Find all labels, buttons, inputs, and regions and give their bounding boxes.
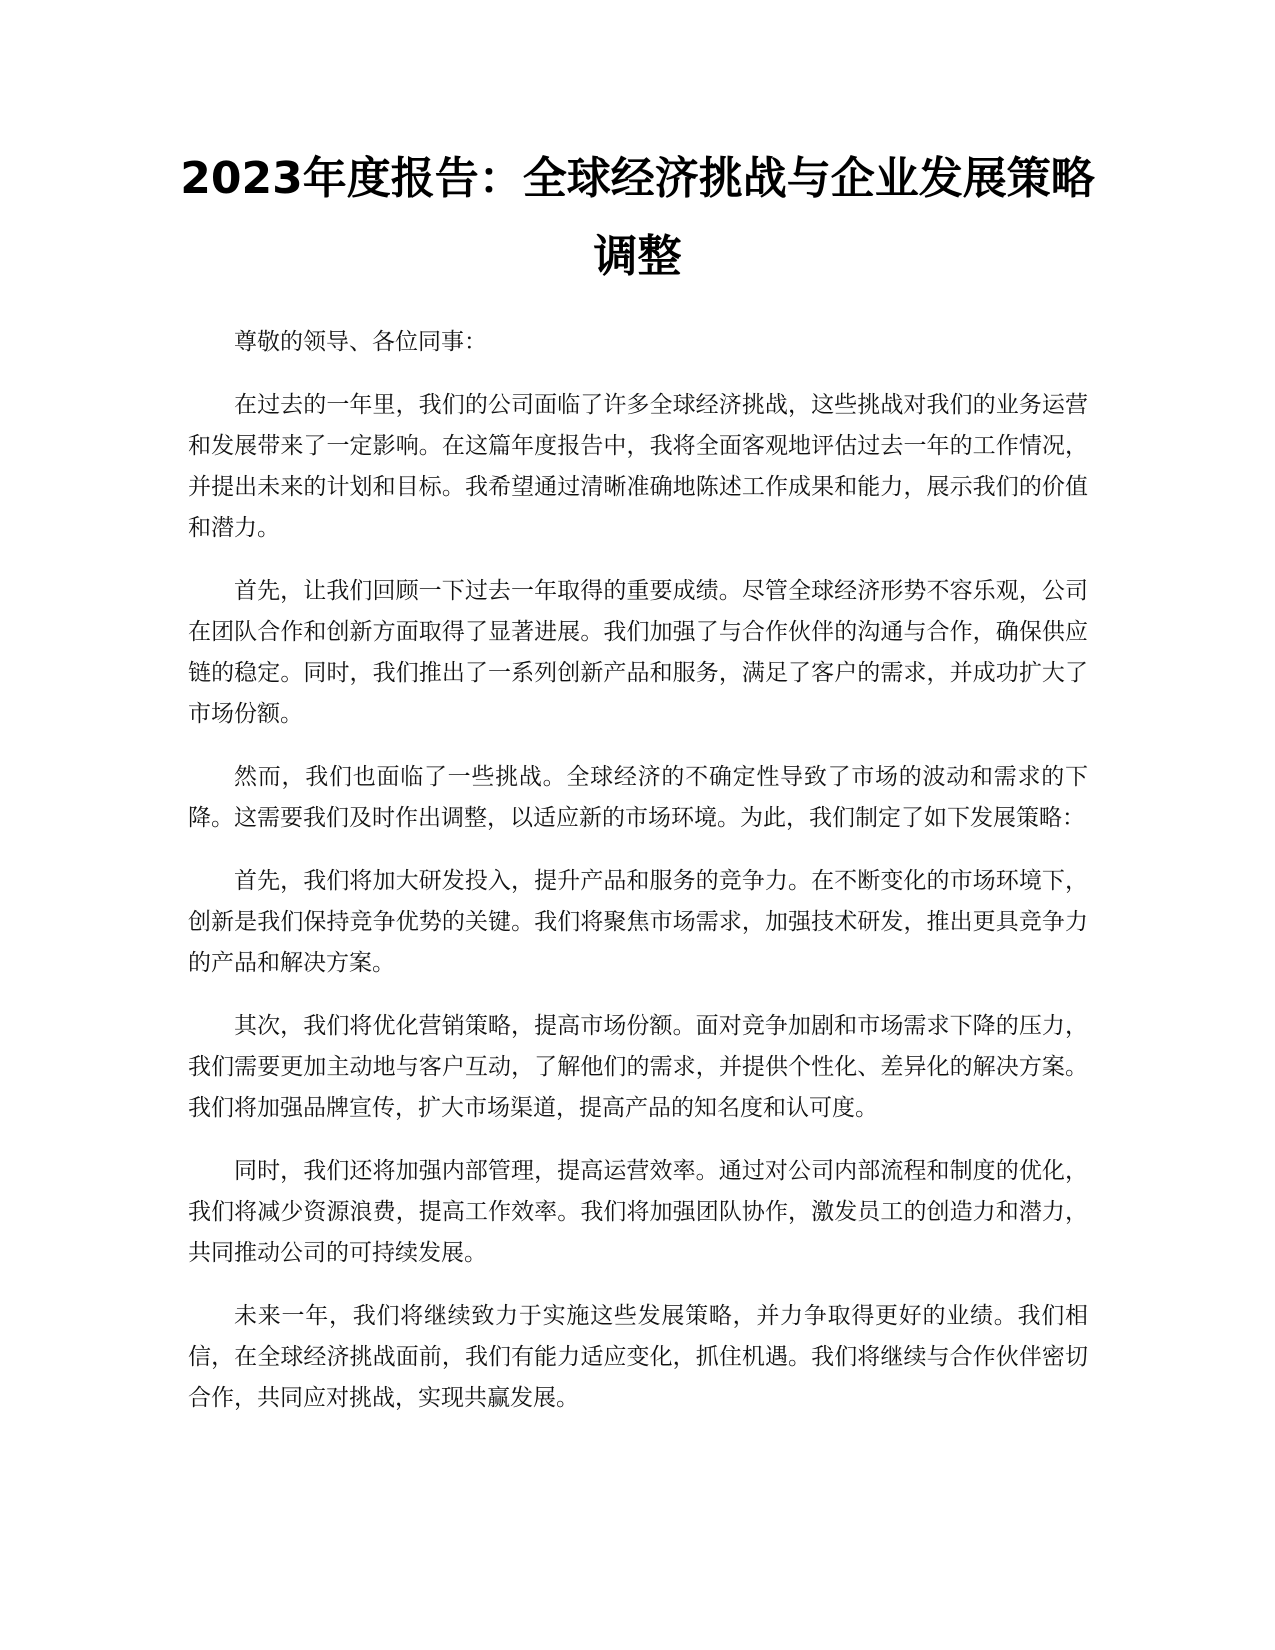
- paragraph: 然而，我们也面临了一些挑战。全球经济的不确定性导致了市场的波动和需求的下降。这需要我们及时作出调整，以适应新的市场环境。为此，我们制定了如下发展策略：: [188, 764, 1088, 831]
- paragraph: 其次，我们将优化营销策略，提高市场份额。面对竞争加剧和市场需求下降的压力，我们需要更加主动地与客户互动，了解他们的需求，并提供个性化、差异化的解决方案。我们将加强品牌宣传，扩大市场渠道，提高产品的知名度和认可度。: [188, 1013, 1088, 1121]
- paragraph: 首先，让我们回顾一下过去一年取得的重要成绩。尽管全球经济形势不容乐观，公司在团队合作和创新方面取得了显著进展。我们加强了与合作伙伴的沟通与合作，确保供应链的稳定。同时，我们推出了一系列创新产品和服务，满足了客户的需求，并成功扩大了市场份额。: [188, 578, 1088, 727]
- document-title: 2023年度报告：全球经济挑战与企业发展策略调整: [180, 153, 1095, 282]
- paragraph: 同时，我们还将加强内部管理，提高运营效率。通过对公司内部流程和制度的优化，我们将减少资源浪费，提高工作效率。我们将加强团队协作，激发员工的创造力和潜力，共同推动公司的可持续发展。: [188, 1158, 1088, 1266]
- paragraph: 未来一年，我们将继续致力于实施这些发展策略，并力争取得更好的业绩。我们相信，在全球经济挑战面前，我们有能力适应变化，抓住机遇。我们将继续与合作伙伴密切合作，共同应对挑战，实现共赢发展。: [188, 1303, 1088, 1411]
- salutation: 尊敬的领导、各位同事：: [234, 329, 487, 355]
- paragraph: 首先，我们将加大研发投入，提升产品和服务的竞争力。在不断变化的市场环境下，创新是我们保持竞争优势的关键。我们将聚焦市场需求，加强技术研发，推出更具竞争力的产品和解决方案。: [188, 868, 1088, 976]
- document-body: [188, 322, 1088, 1441]
- paragraph: 在过去的一年里，我们的公司面临了许多全球经济挑战，这些挑战对我们的业务运营和发展带来了一定影响。在这篇年度报告中，我将全面客观地评估过去一年的工作情况，并提出未来的计划和目标。我希望通过清晰准确地陈述工作成果和能力，展示我们的价值和潜力。: [188, 392, 1088, 541]
